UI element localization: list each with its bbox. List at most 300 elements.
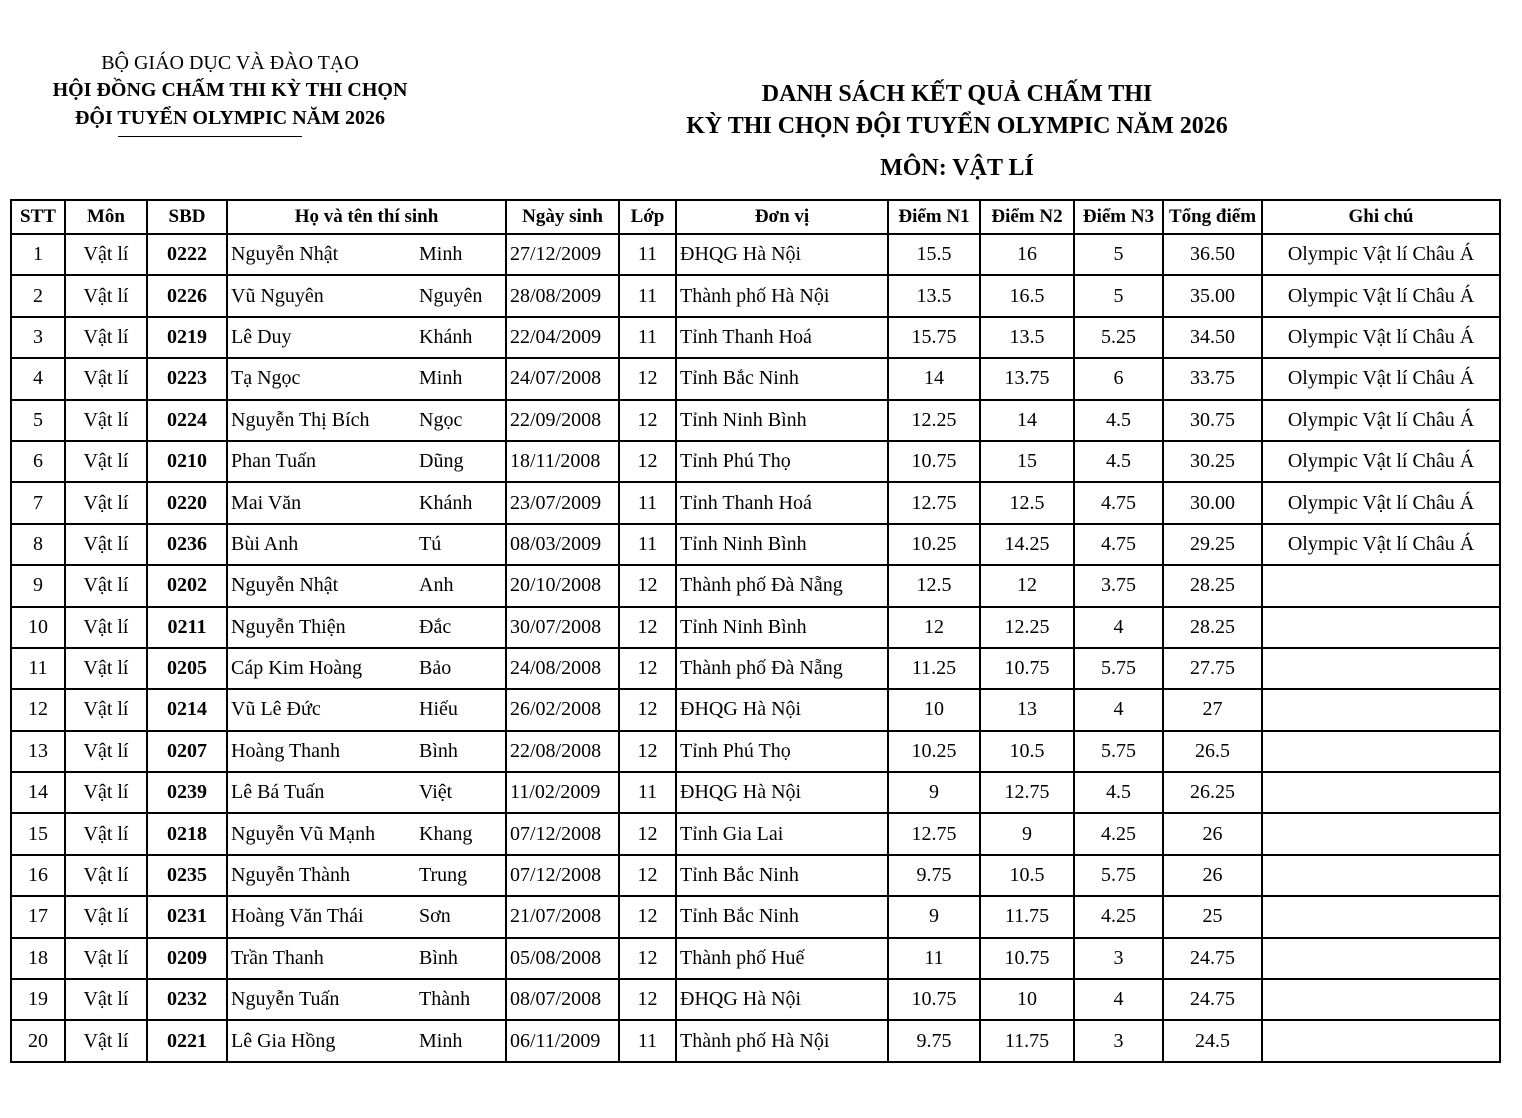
cell-unit: ĐHQG Hà Nội	[676, 979, 888, 1020]
cell-note: Olympic Vật lí Châu Á	[1262, 358, 1500, 399]
surname-middle: Nguyễn Thị Bích	[231, 408, 370, 431]
cell-total: 26.25	[1163, 772, 1262, 813]
cell-total: 26	[1163, 813, 1262, 854]
cell-score-n1: 13.5	[888, 275, 980, 316]
cell-full-name	[227, 979, 506, 1020]
surname-middle: Lê Gia Hồng	[231, 1029, 336, 1052]
cell-total: 27	[1163, 689, 1262, 730]
cell-score-n1: 9	[888, 772, 980, 813]
cell-note	[1262, 772, 1500, 813]
cell-score-n3: 3.75	[1074, 565, 1163, 606]
cell-note: Olympic Vật lí Châu Á	[1262, 524, 1500, 565]
cell-score-n1: 10.25	[888, 731, 980, 772]
cell-score-n1: 14	[888, 358, 980, 399]
given-name: Thành	[419, 988, 471, 1011]
cell-dob: 22/08/2008	[506, 731, 619, 772]
cell-full-name	[227, 441, 506, 482]
given-name: Tú	[419, 532, 442, 555]
cell-sbd: 0235	[147, 855, 227, 896]
table-row	[11, 896, 1500, 937]
cell-grade: 11	[619, 1020, 676, 1061]
cell-score-n2: 12	[980, 565, 1074, 606]
surname-middle: Phan Tuấn	[231, 450, 317, 473]
cell-unit: Tỉnh Phú Thọ	[676, 441, 888, 482]
cell-score-n2: 9	[980, 813, 1074, 854]
cell-total: 28.25	[1163, 607, 1262, 648]
cell-unit: ĐHQG Hà Nội	[676, 689, 888, 730]
given-name: Bình	[419, 739, 458, 762]
cell-score-n2: 12.5	[980, 482, 1074, 523]
cell-dob: 24/08/2008	[506, 648, 619, 689]
cell-total: 24.75	[1163, 979, 1262, 1020]
cell-stt: 3	[11, 317, 65, 358]
given-name: Minh	[419, 1029, 463, 1052]
cell-sbd: 0207	[147, 731, 227, 772]
surname-middle: Hoàng Thanh	[231, 739, 341, 762]
surname-middle: Nguyễn Thành	[231, 864, 351, 887]
table-row	[11, 441, 1500, 482]
cell-grade: 11	[619, 275, 676, 316]
table-row	[11, 358, 1500, 399]
cell-note: Olympic Vật lí Châu Á	[1262, 317, 1500, 358]
cell-score-n1: 11.25	[888, 648, 980, 689]
surname-middle: Lê Bá Tuấn	[231, 781, 325, 804]
cell-dob: 07/12/2008	[506, 813, 619, 854]
cell-total: 27.75	[1163, 648, 1262, 689]
cell-dob: 18/11/2008	[506, 441, 619, 482]
cell-unit: Tỉnh Phú Thọ	[676, 731, 888, 772]
cell-sbd: 0226	[147, 275, 227, 316]
cell-score-n1: 10.75	[888, 979, 980, 1020]
cell-sbd: 0214	[147, 689, 227, 730]
cell-grade: 12	[619, 813, 676, 854]
cell-score-n3: 4	[1074, 979, 1163, 1020]
cell-dob: 21/07/2008	[506, 896, 619, 937]
cell-total: 25	[1163, 896, 1262, 937]
cell-subject: Vật lí	[65, 275, 147, 316]
cell-total: 36.50	[1163, 234, 1262, 275]
cell-note	[1262, 689, 1500, 730]
cell-sbd: 0239	[147, 772, 227, 813]
cell-score-n2: 13.5	[980, 317, 1074, 358]
cell-dob: 22/04/2009	[506, 317, 619, 358]
cell-dob: 30/07/2008	[506, 607, 619, 648]
cell-grade: 12	[619, 689, 676, 730]
cell-stt: 4	[11, 358, 65, 399]
cell-grade: 11	[619, 482, 676, 523]
cell-dob: 06/11/2009	[506, 1020, 619, 1061]
cell-grade: 12	[619, 648, 676, 689]
cell-score-n3: 4.75	[1074, 524, 1163, 565]
surname-middle: Nguyễn Thiện	[231, 615, 346, 638]
cell-full-name	[227, 731, 506, 772]
cell-score-n2: 16	[980, 234, 1074, 275]
cell-sbd: 0223	[147, 358, 227, 399]
given-name: Anh	[419, 574, 454, 597]
cell-subject: Vật lí	[65, 358, 147, 399]
cell-full-name	[227, 1020, 506, 1061]
cell-note	[1262, 896, 1500, 937]
cell-sbd: 0209	[147, 938, 227, 979]
document-title-line2: KỲ THI CHỌN ĐỘI TUYỂN OLYMPIC NĂM 2026	[686, 113, 1228, 139]
cell-unit: ĐHQG Hà Nội	[676, 772, 888, 813]
cell-score-n2: 10.5	[980, 731, 1074, 772]
cell-sbd: 0219	[147, 317, 227, 358]
cell-note: Olympic Vật lí Châu Á	[1262, 400, 1500, 441]
cell-score-n1: 12.75	[888, 813, 980, 854]
cell-score-n2: 10.75	[980, 648, 1074, 689]
cell-dob: 27/12/2009	[506, 234, 619, 275]
cell-subject: Vật lí	[65, 731, 147, 772]
given-name: Sơn	[419, 905, 451, 928]
cell-total: 24.75	[1163, 938, 1262, 979]
cell-note	[1262, 731, 1500, 772]
cell-score-n2: 13	[980, 689, 1074, 730]
cell-score-n1: 10	[888, 689, 980, 730]
table-row	[11, 1020, 1500, 1061]
cell-total: 34.50	[1163, 317, 1262, 358]
given-name: Khánh	[419, 325, 473, 348]
cell-full-name	[227, 317, 506, 358]
cell-sbd: 0222	[147, 234, 227, 275]
cell-score-n1: 11	[888, 938, 980, 979]
surname-middle: Cáp Kim Hoàng	[231, 657, 363, 680]
cell-stt: 1	[11, 234, 65, 275]
cell-score-n2: 12.75	[980, 772, 1074, 813]
cell-unit: Tỉnh Ninh Bình	[676, 400, 888, 441]
cell-total: 29.25	[1163, 524, 1262, 565]
cell-note	[1262, 855, 1500, 896]
subject-title: MÔN: VẬT LÍ	[880, 155, 1034, 181]
table-row	[11, 938, 1500, 979]
cell-subject: Vật lí	[65, 938, 147, 979]
cell-score-n3: 3	[1074, 938, 1163, 979]
cell-unit: Tỉnh Thanh Hoá	[676, 317, 888, 358]
col-header-sbd: SBD	[147, 200, 227, 234]
cell-dob: 08/07/2008	[506, 979, 619, 1020]
cell-dob: 11/02/2009	[506, 772, 619, 813]
col-header-subject: Môn	[65, 200, 147, 234]
cell-score-n3: 4.75	[1074, 482, 1163, 523]
cell-full-name	[227, 772, 506, 813]
cell-dob: 28/08/2009	[506, 275, 619, 316]
cell-subject: Vật lí	[65, 896, 147, 937]
cell-total: 26.5	[1163, 731, 1262, 772]
cell-full-name	[227, 896, 506, 937]
cell-score-n1: 15.5	[888, 234, 980, 275]
cell-dob: 24/07/2008	[506, 358, 619, 399]
cell-score-n1: 12.25	[888, 400, 980, 441]
cell-score-n3: 4	[1074, 689, 1163, 730]
cell-subject: Vật lí	[65, 607, 147, 648]
cell-score-n1: 12.75	[888, 482, 980, 523]
cell-dob: 07/12/2008	[506, 855, 619, 896]
cell-subject: Vật lí	[65, 772, 147, 813]
cell-unit: Thành phố Hà Nội	[676, 1020, 888, 1061]
surname-middle: Bùi Anh	[231, 532, 299, 555]
cell-grade: 12	[619, 731, 676, 772]
cell-note	[1262, 607, 1500, 648]
cell-stt: 19	[11, 979, 65, 1020]
cell-full-name	[227, 524, 506, 565]
cell-note	[1262, 979, 1500, 1020]
given-name: Khánh	[419, 491, 473, 514]
cell-score-n2: 11.75	[980, 1020, 1074, 1061]
cell-unit: Tỉnh Bắc Ninh	[676, 358, 888, 399]
table-row	[11, 855, 1500, 896]
document-title-line1: DANH SÁCH KẾT QUẢ CHẤM THI	[761, 81, 1153, 107]
given-name: Minh	[419, 243, 463, 266]
document-title-block	[640, 78, 1274, 184]
given-name: Nguyên	[419, 284, 483, 307]
cell-total: 30.00	[1163, 482, 1262, 523]
given-name: Minh	[419, 367, 463, 390]
cell-score-n2: 15	[980, 441, 1074, 482]
cell-sbd: 0224	[147, 400, 227, 441]
table-row	[11, 275, 1500, 316]
cell-score-n2: 16.5	[980, 275, 1074, 316]
cell-total: 33.75	[1163, 358, 1262, 399]
cell-full-name	[227, 358, 506, 399]
cell-note	[1262, 1020, 1500, 1061]
cell-sbd: 0218	[147, 813, 227, 854]
cell-grade: 12	[619, 400, 676, 441]
table-row	[11, 772, 1500, 813]
cell-score-n3: 4.5	[1074, 441, 1163, 482]
cell-score-n1: 10.25	[888, 524, 980, 565]
cell-subject: Vật lí	[65, 482, 147, 523]
cell-score-n1: 9	[888, 896, 980, 937]
cell-dob: 23/07/2009	[506, 482, 619, 523]
cell-score-n3: 4	[1074, 607, 1163, 648]
cell-full-name	[227, 648, 506, 689]
cell-stt: 15	[11, 813, 65, 854]
given-name: Bình	[419, 946, 458, 969]
cell-grade: 11	[619, 772, 676, 813]
cell-subject: Vật lí	[65, 1020, 147, 1061]
cell-score-n2: 11.75	[980, 896, 1074, 937]
cell-grade: 12	[619, 607, 676, 648]
cell-full-name	[227, 275, 506, 316]
cell-stt: 13	[11, 731, 65, 772]
table-header-row	[11, 200, 1500, 234]
given-name: Đắc	[419, 615, 452, 638]
cell-subject: Vật lí	[65, 565, 147, 606]
cell-subject: Vật lí	[65, 524, 147, 565]
col-header-unit: Đơn vị	[676, 200, 888, 234]
cell-total: 26	[1163, 855, 1262, 896]
cell-full-name	[227, 607, 506, 648]
council-name-line2: ĐỘI TUYỂN OLYMPIC NĂM 2026	[74, 107, 386, 129]
cell-unit: Tỉnh Ninh Bình	[676, 524, 888, 565]
cell-subject: Vật lí	[65, 689, 147, 730]
cell-total: 35.00	[1163, 275, 1262, 316]
cell-stt: 14	[11, 772, 65, 813]
table-row	[11, 317, 1500, 358]
cell-score-n3: 4.25	[1074, 896, 1163, 937]
cell-full-name	[227, 482, 506, 523]
cell-unit: Thành phố Đà Nẵng	[676, 648, 888, 689]
cell-score-n1: 9.75	[888, 1020, 980, 1061]
col-header-note: Ghi chú	[1262, 200, 1500, 234]
cell-score-n2: 14.25	[980, 524, 1074, 565]
cell-full-name	[227, 938, 506, 979]
cell-unit: Tỉnh Gia Lai	[676, 813, 888, 854]
cell-grade: 11	[619, 317, 676, 358]
cell-subject: Vật lí	[65, 979, 147, 1020]
cell-score-n1: 15.75	[888, 317, 980, 358]
cell-grade: 12	[619, 565, 676, 606]
col-header-stt: STT	[11, 200, 65, 234]
given-name: Hiếu	[419, 698, 458, 721]
cell-unit: Tỉnh Thanh Hoá	[676, 482, 888, 523]
cell-dob: 05/08/2008	[506, 938, 619, 979]
cell-full-name	[227, 855, 506, 896]
cell-stt: 7	[11, 482, 65, 523]
cell-stt: 12	[11, 689, 65, 730]
cell-subject: Vật lí	[65, 648, 147, 689]
surname-middle: Lê Duy	[231, 325, 292, 348]
given-name: Ngọc	[419, 408, 463, 431]
cell-score-n3: 5	[1074, 234, 1163, 275]
cell-dob: 08/03/2009	[506, 524, 619, 565]
cell-unit: Tỉnh Ninh Bình	[676, 607, 888, 648]
cell-score-n2: 13.75	[980, 358, 1074, 399]
cell-grade: 12	[619, 979, 676, 1020]
ministry-name: BỘ GIÁO DỤC VÀ ĐÀO TẠO	[101, 52, 359, 74]
cell-stt: 18	[11, 938, 65, 979]
cell-note: Olympic Vật lí Châu Á	[1262, 482, 1500, 523]
cell-score-n2: 14	[980, 400, 1074, 441]
surname-middle: Nguyễn Nhật	[231, 243, 339, 266]
cell-unit: Tỉnh Bắc Ninh	[676, 896, 888, 937]
cell-score-n3: 5.75	[1074, 855, 1163, 896]
table-row	[11, 234, 1500, 275]
col-header-total: Tổng điểm	[1163, 200, 1262, 234]
cell-score-n1: 12	[888, 607, 980, 648]
table-row	[11, 648, 1500, 689]
issuing-authority-header	[10, 50, 450, 137]
col-header-full-name: Họ và tên thí sinh	[227, 200, 506, 234]
cell-sbd: 0221	[147, 1020, 227, 1061]
col-header-grade: Lớp	[619, 200, 676, 234]
cell-full-name	[227, 689, 506, 730]
cell-score-n3: 5.75	[1074, 731, 1163, 772]
cell-score-n3: 4.5	[1074, 772, 1163, 813]
cell-subject: Vật lí	[65, 317, 147, 358]
cell-subject: Vật lí	[65, 855, 147, 896]
surname-middle: Trần Thanh	[231, 946, 324, 969]
table-row	[11, 482, 1500, 523]
cell-stt: 11	[11, 648, 65, 689]
table-row	[11, 813, 1500, 854]
cell-dob: 26/02/2008	[506, 689, 619, 730]
cell-score-n3: 3	[1074, 1020, 1163, 1061]
cell-grade: 11	[619, 524, 676, 565]
cell-score-n2: 10.5	[980, 855, 1074, 896]
cell-subject: Vật lí	[65, 813, 147, 854]
cell-score-n1: 9.75	[888, 855, 980, 896]
surname-middle: Nguyễn Tuấn	[231, 988, 340, 1011]
cell-dob: 20/10/2008	[506, 565, 619, 606]
cell-score-n2: 10	[980, 979, 1074, 1020]
surname-middle: Hoàng Văn Thái	[231, 905, 364, 928]
cell-grade: 12	[619, 896, 676, 937]
cell-full-name	[227, 565, 506, 606]
cell-full-name	[227, 400, 506, 441]
cell-unit: Thành phố Hà Nội	[676, 275, 888, 316]
cell-grade: 11	[619, 234, 676, 275]
cell-total: 30.25	[1163, 441, 1262, 482]
cell-unit: Tỉnh Bắc Ninh	[676, 855, 888, 896]
cell-note: Olympic Vật lí Châu Á	[1262, 234, 1500, 275]
table-row	[11, 689, 1500, 730]
cell-stt: 17	[11, 896, 65, 937]
cell-stt: 10	[11, 607, 65, 648]
cell-total: 30.75	[1163, 400, 1262, 441]
cell-full-name	[227, 813, 506, 854]
cell-grade: 12	[619, 938, 676, 979]
table-row	[11, 731, 1500, 772]
cell-sbd: 0231	[147, 896, 227, 937]
table-body	[11, 234, 1500, 1062]
given-name: Dũng	[419, 450, 464, 473]
cell-note	[1262, 813, 1500, 854]
cell-unit: ĐHQG Hà Nội	[676, 234, 888, 275]
table-row	[11, 607, 1500, 648]
cell-full-name	[227, 234, 506, 275]
cell-grade: 12	[619, 855, 676, 896]
cell-note	[1262, 648, 1500, 689]
cell-sbd: 0205	[147, 648, 227, 689]
surname-middle: Mai Văn	[231, 491, 302, 514]
col-header-score-n3: Điểm N3	[1074, 200, 1163, 234]
cell-score-n3: 5	[1074, 275, 1163, 316]
col-header-score-n1: Điểm N1	[888, 200, 980, 234]
cell-unit: Thành phố Huế	[676, 938, 888, 979]
cell-dob: 22/09/2008	[506, 400, 619, 441]
header-divider	[118, 136, 302, 137]
table-row	[11, 565, 1500, 606]
cell-stt: 16	[11, 855, 65, 896]
cell-subject: Vật lí	[65, 400, 147, 441]
cell-sbd: 0232	[147, 979, 227, 1020]
cell-score-n1: 10.75	[888, 441, 980, 482]
cell-stt: 5	[11, 400, 65, 441]
cell-note	[1262, 938, 1500, 979]
council-name-line1: HỘI ĐỒNG CHẤM THI KỲ THI CHỌN	[52, 79, 408, 101]
col-header-score-n2: Điểm N2	[980, 200, 1074, 234]
surname-middle: Nguyễn Nhật	[231, 574, 339, 597]
table-row	[11, 400, 1500, 441]
cell-score-n1: 12.5	[888, 565, 980, 606]
cell-note: Olympic Vật lí Châu Á	[1262, 275, 1500, 316]
surname-middle: Nguyễn Vũ Mạnh	[231, 822, 376, 845]
surname-middle: Tạ Ngọc	[231, 367, 301, 390]
surname-middle: Vũ Lê Đức	[231, 698, 321, 721]
cell-note	[1262, 565, 1500, 606]
cell-grade: 12	[619, 441, 676, 482]
cell-score-n2: 10.75	[980, 938, 1074, 979]
cell-sbd: 0236	[147, 524, 227, 565]
cell-score-n2: 12.25	[980, 607, 1074, 648]
given-name: Khang	[419, 822, 473, 845]
cell-score-n3: 5.75	[1074, 648, 1163, 689]
given-name: Bảo	[419, 657, 452, 680]
cell-note: Olympic Vật lí Châu Á	[1262, 441, 1500, 482]
cell-stt: 2	[11, 275, 65, 316]
table-row	[11, 524, 1500, 565]
